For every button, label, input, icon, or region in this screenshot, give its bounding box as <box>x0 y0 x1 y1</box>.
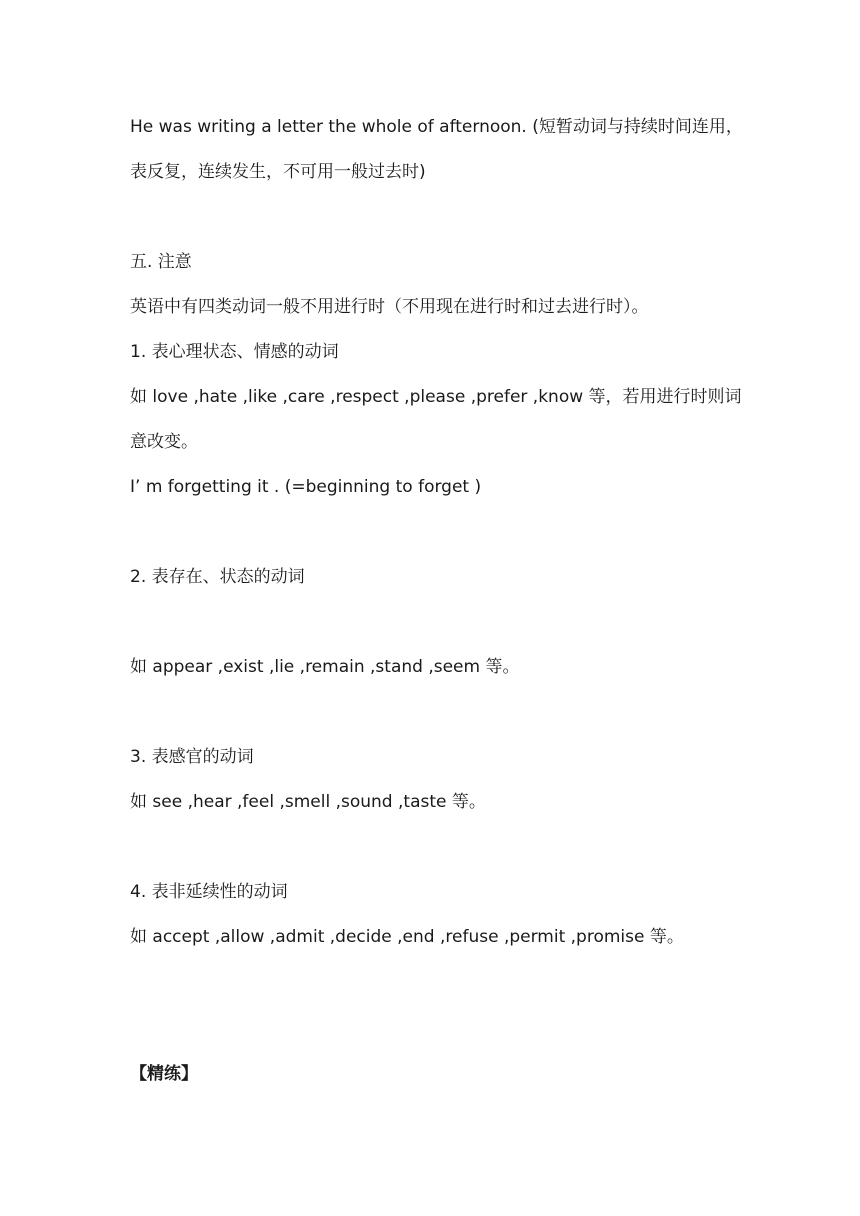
section-heading-practice: 【精练】 <box>130 1064 198 1084</box>
list-item-heading-4: 4. 表非延续性的动词 <box>130 882 288 902</box>
list-item-examples-3: 如 see ,hear ,feel ,smell ,sound ,taste 等。 <box>130 792 486 812</box>
list-item-heading-3: 3. 表感官的动词 <box>130 747 254 767</box>
list-item-examples-1: 如 love ,hate ,like ,care ,respect ,please ,prefer ,know 等，若用进行时则词 <box>130 387 742 407</box>
list-item-heading-2: 2. 表存在、状态的动词 <box>130 567 305 587</box>
example-sentence-forgetting: I’ m forgetting it . (=beginning to forget ) <box>130 477 482 497</box>
paragraph-example-note: 表反复，连续发生，不可用一般过去时) <box>130 162 426 182</box>
list-item-examples-2: 如 appear ,exist ,lie ,remain ,stand ,seem 等。 <box>130 657 520 677</box>
list-item-examples-4: 如 accept ,allow ,admit ,decide ,end ,refuse ,permit ,promise 等。 <box>130 927 684 947</box>
section-heading-notes: 五. 注意 <box>130 252 192 272</box>
list-item-heading-1: 1. 表心理状态、情感的动词 <box>130 342 339 362</box>
list-item-examples-1-cont: 意改变。 <box>130 432 198 452</box>
paragraph-intro: 英语中有四类动词一般不用进行时（不用现在进行时和过去进行时）。 <box>130 297 649 317</box>
paragraph-example-sentence: He was writing a letter the whole of afternoon. (短暂动词与持续时间连用， <box>130 117 743 137</box>
